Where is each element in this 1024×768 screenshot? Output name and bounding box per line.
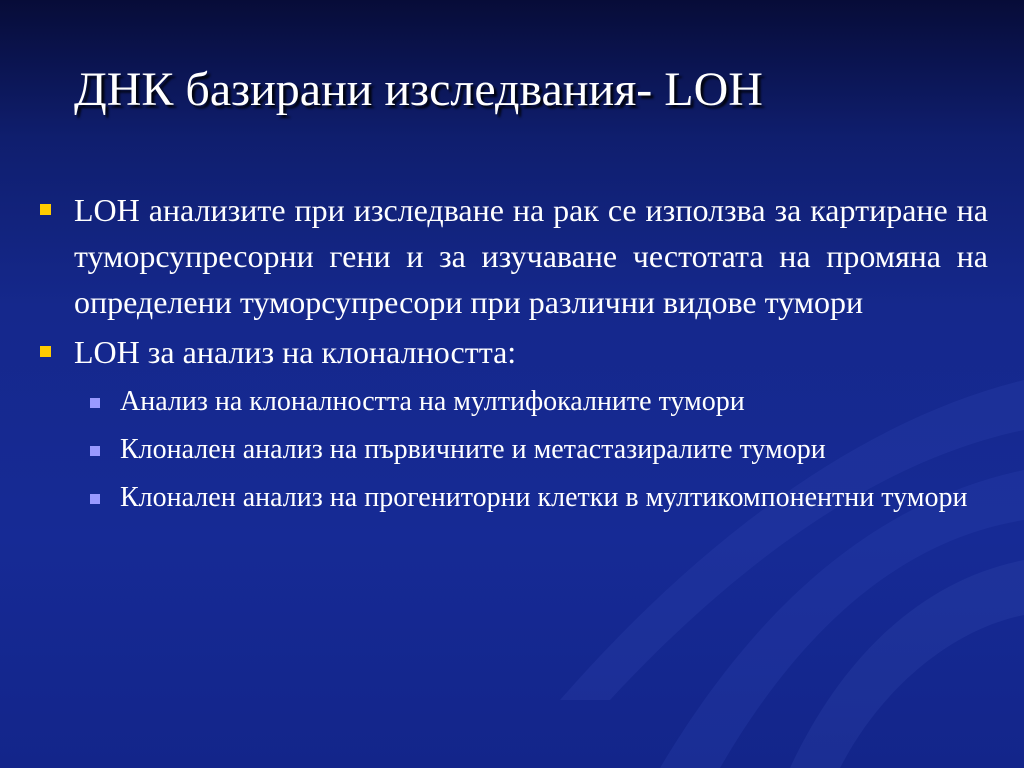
bullet-text: LOH за анализ на клоналността: xyxy=(74,334,517,370)
yellow-square-bullet-icon xyxy=(40,204,51,215)
slide-title: ДНК базирани изследвания- LOH xyxy=(74,63,763,116)
lilac-square-bullet-icon xyxy=(90,446,100,456)
sub-bullet-item xyxy=(38,429,988,471)
bullet-item xyxy=(38,329,988,375)
sub-bullet-text: Анализ на клоналността на мултифокалните тумори xyxy=(120,386,745,417)
lilac-square-bullet-icon xyxy=(90,494,100,504)
bullet-item xyxy=(38,187,988,325)
lilac-square-bullet-icon xyxy=(90,398,100,408)
sub-bullet-text: Клонален анализ на прогениторни клетки в мултикомпонентни тумори xyxy=(120,482,968,513)
sub-bullet-item xyxy=(38,477,988,519)
slide-content xyxy=(38,187,988,519)
yellow-square-bullet-icon xyxy=(40,346,51,357)
sub-bullet-item xyxy=(38,381,988,423)
bullet-text: LOH анализите при изследване на рак се използва за картиране на туморсупресорни гени и за изучаване честотата на промяна на определени туморсупресори при различни видове тумори xyxy=(74,192,988,320)
sub-bullet-text: Клонален анализ на първичните и метастазиралите тумори xyxy=(120,434,826,465)
